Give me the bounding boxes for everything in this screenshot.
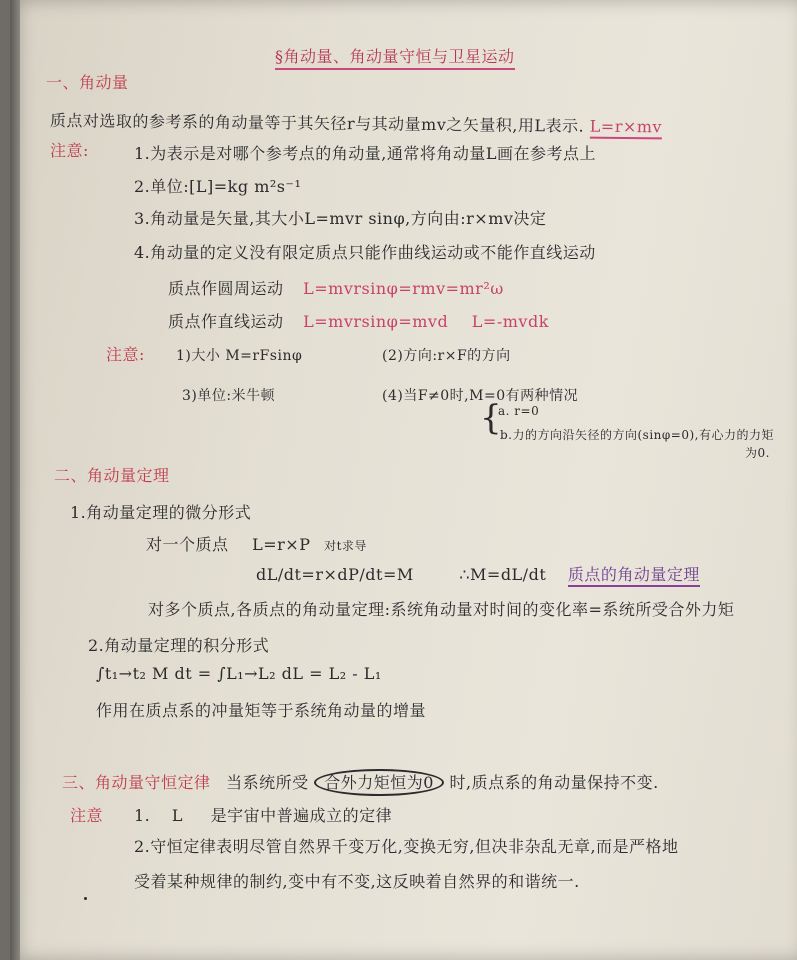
case-b: b.力的方向沿矢径的方向(sinφ=0),有心力的力矩	[500, 428, 774, 442]
page-edge	[10, 0, 20, 960]
circular-motion-formula: L=mvrsinφ=rmv=mr²ω	[303, 279, 504, 298]
conservation-condition: 合外力矩恒为0	[314, 769, 444, 796]
integral-formula: ∫t₁→t₂ M dt = ∫L₁→L₂ dL = L₂ - L₁	[96, 664, 382, 683]
section3-note-3: 受着某种规律的制约,变中有不变,这反映着自然界的和谐统一.	[134, 872, 580, 891]
subsection-differential: 1.角动量定理的微分形式	[70, 503, 252, 522]
section2-heading: 二、角动量定理	[54, 466, 170, 485]
impulse-statement: 作用在质点系的冲量矩等于系统角动量的增量	[96, 701, 427, 720]
torque-unit: 3)单位:米牛顿	[182, 388, 276, 404]
note-1-number: 1.	[134, 806, 151, 825]
cases-brace: {	[480, 398, 502, 438]
torque-magnitude: 1)大小 M=rFsinφ	[176, 348, 303, 364]
conservation-text-before: 当系统所受	[226, 773, 309, 792]
section1-heading: 一、角动量	[46, 73, 129, 92]
section3-note-1	[134, 803, 392, 826]
circular-motion-label: 质点作圆周运动	[168, 279, 284, 298]
single-particle-formula: L=r×P	[252, 535, 311, 554]
linear-motion-row	[168, 309, 549, 332]
single-particle-label: 对一个质点	[146, 535, 229, 554]
note-label: 注意:	[50, 141, 89, 160]
torque-note-label: 注意:	[106, 345, 145, 364]
section3-note-2: 2.守恒定律表明尽管自然界千变万化,变换无穷,但决非杂乱无章,而是严格地	[134, 837, 679, 856]
derivative-row	[256, 562, 700, 585]
note-4: 4.角动量的定义没有限定质点只能作曲线运动或不能作直线运动	[134, 243, 596, 262]
torque-direction: (2)方向:r×F的方向	[382, 348, 511, 364]
definition-sentence: 质点对选取的参考系的角动量等于其矢径r与其动量mv之矢量积,用L表示.	[49, 111, 585, 136]
torque-zero-cases: (4)当F≠0时,M=0有两种情况	[382, 388, 579, 404]
subsection-integral: 2.角动量定理的积分形式	[88, 636, 270, 655]
case-b-cont: 为0.	[745, 446, 770, 460]
notebook-page	[10, 0, 797, 960]
multi-particle: 对多个质点,各质点的角动量定理:系统角动量对时间的变化率=系统所受合外力矩	[148, 600, 735, 619]
linear-motion-formula: L=mvrsinφ=mvd	[303, 312, 449, 331]
definition-text	[50, 108, 662, 137]
theorem-name: 质点的角动量定理	[568, 565, 700, 587]
case-a: a. r=0	[498, 404, 540, 418]
linear-motion-label: 质点作直线运动	[168, 312, 284, 331]
derivative-formula: dL/dt=r×dP/dt=M	[256, 565, 414, 584]
note-1-text: 是宇宙中普遍成立的定律	[210, 806, 393, 825]
definition-formula: L=r×mv	[590, 117, 663, 140]
note-2: 2.单位:[L]=kg m²s⁻¹	[134, 177, 302, 196]
note-1-symbol: L	[171, 806, 183, 825]
single-particle-row	[146, 532, 367, 555]
conclusion-formula: ∴M=dL/dt	[459, 565, 547, 584]
section3-heading: 三、角动量守恒定律	[62, 773, 211, 792]
section3-note-label: 注意	[70, 806, 104, 825]
stray-dot	[84, 897, 87, 900]
note-1: 1.为表示是对哪个参考点的角动量,通常将角动量L画在参考点上	[134, 144, 596, 163]
circular-motion-row	[168, 276, 504, 299]
note-3: 3.角动量是矢量,其大小L=mvr sinφ,方向由:r×mv决定	[134, 209, 547, 228]
derivative-note: 对t求导	[324, 539, 367, 553]
conservation-text-after: 时,质点系的角动量保持不变.	[449, 773, 659, 792]
linear-motion-vector: L=-mvdk	[471, 312, 549, 331]
page-title: §角动量、角动量守恒与卫星运动	[275, 44, 515, 70]
section3-row	[62, 770, 659, 793]
